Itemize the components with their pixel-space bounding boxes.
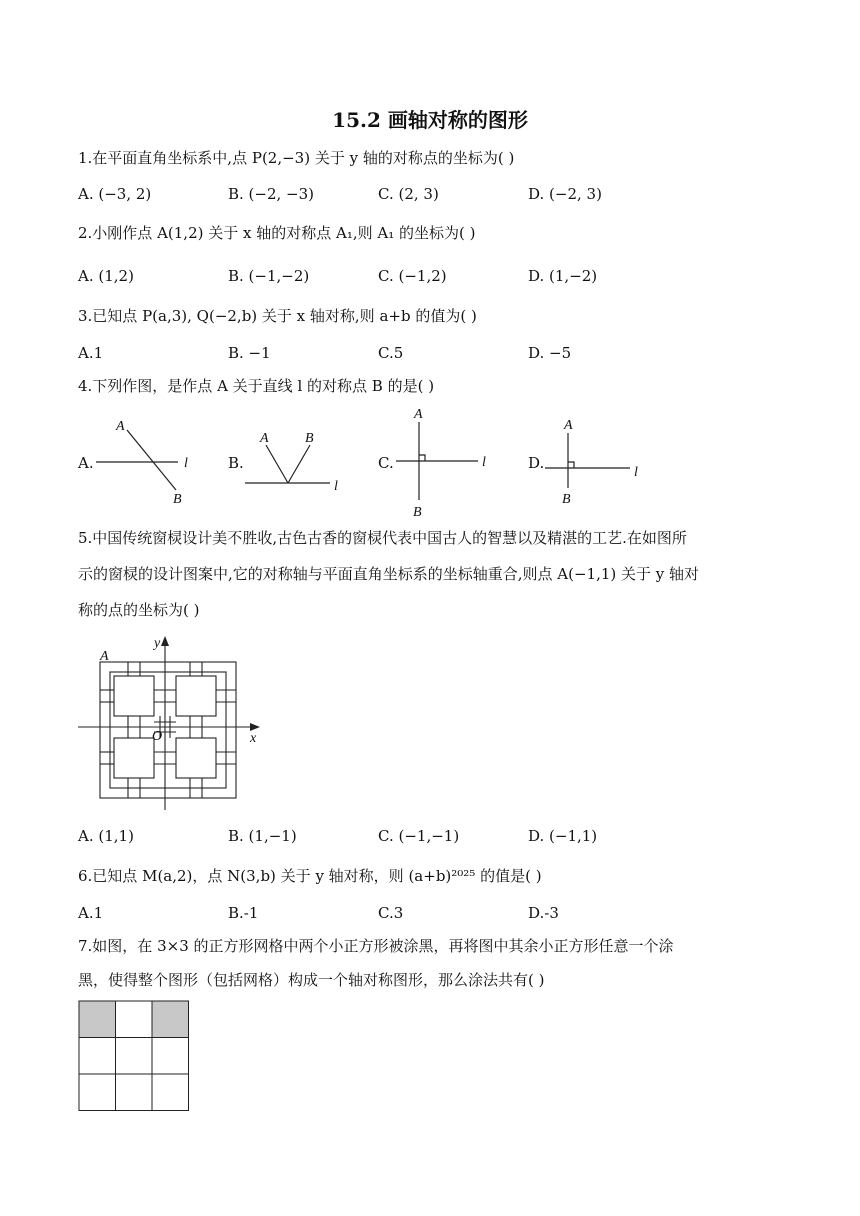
q4d-right-angle-icon [568,462,574,468]
q4d-label-a: A [564,418,573,433]
q2-option-a[interactable]: A. (1,2) [78,267,134,285]
q3-option-b[interactable]: B. −1 [228,344,271,362]
q7-grid-cell-2-1 [116,1074,153,1111]
page-title: 15.2 画轴对称的图形 [332,108,528,132]
q2-option-b[interactable]: B. (−1,−2) [228,267,310,285]
q4a-label-b: B [173,492,182,507]
q7-grid-cell-2-2 [152,1074,189,1111]
q5-label-a: A [100,649,109,664]
q7-stem-line1: 7.如图，在 3×3 的正方形网格中两个小正方形被涂黑，再将图中其余小正方形任意一个涂 [78,937,674,955]
q4-figures [0,400,860,520]
q6-option-c[interactable]: C.3 [378,904,404,922]
q7-grid-figure [78,1000,190,1112]
q5-square-bl [114,738,154,778]
q4c-label-a: A [414,407,423,422]
q4-option-c[interactable]: C. [378,454,394,472]
q2-stem: 2.小刚作点 A(1,2) 关于 x 轴的对称点 A₁,则 A₁ 的坐标为( ) [78,224,476,242]
q4-option-b[interactable]: B. [228,454,244,472]
q5-label-x: x [250,731,257,746]
q3-option-a[interactable]: A.1 [78,344,104,362]
q3-option-c[interactable]: C.5 [378,344,404,362]
q7-grid-cell-0-0 [79,1001,116,1038]
q7-grid-cell-2-0 [79,1074,116,1111]
q3-option-d[interactable]: D. −5 [528,344,572,362]
q1-option-d[interactable]: D. (−2, 3) [528,185,602,203]
q6-stem: 6.已知点 M(a,2)，点 N(3,b) 关于 y 轴对称，则 (a+b)²⁰²⁵ 的值是( ) [78,867,542,885]
q4d-label-b: B [562,492,571,507]
q4d-label-l: l [634,465,638,480]
q2-option-c[interactable]: C. (−1,2) [378,267,447,285]
q5-label-o: O [152,729,163,744]
q4c-label-b: B [413,505,422,520]
q4c-label-l: l [482,455,486,470]
q4a-segment-ab [127,430,176,490]
q7-grid-cell-1-2 [152,1038,189,1075]
q7-grid-cell-1-1 [116,1038,153,1075]
q7-stem-line2: 黑，使得整个图形（包括网格）构成一个轴对称图形，那么涂法共有( ) [78,971,545,989]
q6-option-a[interactable]: A.1 [78,904,104,922]
q5-square-br [176,738,216,778]
q5-y-arrow-icon [161,636,169,646]
q4b-segment-a [266,445,288,483]
q7-grid-cell-0-2 [152,1001,189,1038]
q6-option-b[interactable]: B.-1 [228,904,259,922]
q4c-right-angle-icon [419,455,425,461]
q5-option-c[interactable]: C. (−1,−1) [378,827,460,845]
q7-grid-cell-0-1 [116,1001,153,1038]
q4-stem: 4.下列作图，是作点 A 关于直线 l 的对称点 B 的是( ) [78,377,435,395]
q5-stem-line2: 示的窗棂的设计图案中,它的对称轴与平面直角坐标系的坐标轴重合,则点 A(−1,1) 关于 y 轴对 [78,565,700,583]
q3-stem: 3.已知点 P(a,3), Q(−2,b) 关于 x 轴对称,则 a+b 的值为( ) [78,307,477,325]
q4-option-d[interactable]: D. [528,454,545,472]
q5-label-y: y [154,636,161,651]
q4b-label-b: B [305,431,314,446]
q5-window-figure [70,630,270,815]
q7-grid-cell-1-0 [79,1038,116,1075]
q4a-label-a: A [116,419,125,434]
q2-option-d[interactable]: D. (1,−2) [528,267,598,285]
q4a-label-l: l [184,456,188,471]
q1-option-b[interactable]: B. (−2, −3) [228,185,315,203]
q4-option-a[interactable]: A. [78,454,94,472]
q5-stem-line3: 称的点的坐标为( ) [78,601,200,619]
q1-stem: 1.在平面直角坐标系中,点 P(2,−3) 关于 y 轴的对称点的坐标为( ) [78,149,515,167]
q6-option-d[interactable]: D.-3 [528,904,559,922]
q4b-label-l: l [334,479,338,494]
q5-square-tr [176,676,216,716]
q5-option-b[interactable]: B. (1,−1) [228,827,297,845]
q1-option-a[interactable]: A. (−3, 2) [78,185,152,203]
q5-inner-band [110,672,226,788]
q5-option-a[interactable]: A. (1,1) [78,827,134,845]
q4b-label-a: A [260,431,269,446]
q5-x-arrow-icon [250,723,260,731]
q5-option-d[interactable]: D. (−1,1) [528,827,598,845]
q4b-segment-b [288,445,310,483]
q5-stem-line1: 5.中国传统窗棂设计美不胜收,古色古香的窗棂代表中国古人的智慧以及精湛的工艺.在如图所 [78,529,687,547]
q1-option-c[interactable]: C. (2, 3) [378,185,439,203]
q5-square-tl [114,676,154,716]
